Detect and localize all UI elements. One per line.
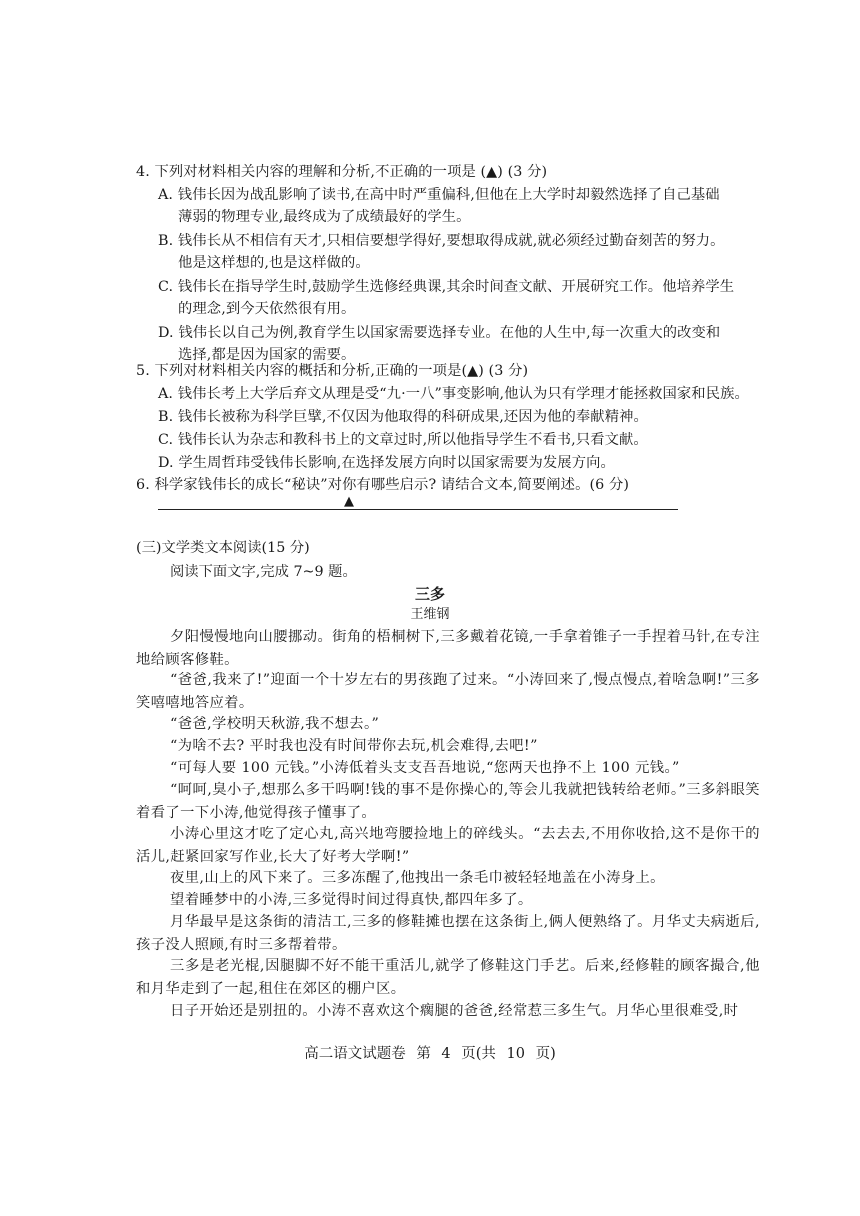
- story-paragraph: 日子开始还是别扭的。小涛不喜欢这个瘸腿的爸爸,经常惹三多生气。月华心里很难受,时: [170, 1003, 739, 1019]
- question-4-option-a: [158, 184, 778, 228]
- question-5-stem: 5. 下列对材料相关内容的概括和分析,正确的一项是(▲) (3 分): [136, 363, 529, 379]
- answer-placeholder-mark: ▲: [344, 494, 354, 509]
- story-paragraph: “爸爸,我来了!”迎面一个十岁左右的男孩跑了过来。“小涛回来了,慢点慢点,着啥急啊!”三多笑嘻嘻地答应着。: [136, 672, 760, 712]
- story-paragraph: “可每人要 100 元钱。”小涛低着头支支吾吾地说,“您两天也挣不上 100 元钱。”: [170, 760, 680, 776]
- option-line: 他是这样想的,也是这样做的。: [178, 255, 370, 271]
- answer-line: [158, 509, 678, 510]
- story-paragraph: “呵呵,臭小子,想那么多干吗啊!钱的事不是你操心的,等会儿我就把钱转给老师。”三多斜眼笑着看了一下小涛,他觉得孩子懂事了。: [136, 782, 760, 822]
- question-5-option-c: C. 钱伟长认为杂志和教科书上的文章过时,所以他指导学生不看书,只看文献。: [158, 432, 648, 448]
- option-line: 选择,都是因为国家的需要。: [178, 347, 356, 363]
- option-line: 薄弱的物理专业,最终成为了成绩最好的学生。: [178, 209, 471, 225]
- story-paragraph: 夕阳慢慢地向山腰挪动。街角的梧桐树下,三多戴着花镜,一手拿着锥子一手捏着马针,在专注地给顾客修鞋。: [136, 629, 760, 669]
- question-4-option-b: [158, 230, 778, 274]
- option-line: A. 钱伟长因为战乱影响了读书,在高中时严重偏科,但他在上大学时却毅然选择了自己基础: [158, 187, 720, 203]
- page-footer: 高二语文试题卷 第 4 页(共 10 页): [304, 1046, 556, 1062]
- question-4-option-c: [158, 276, 778, 320]
- story-paragraph: 夜里,山上的风下来了。三多冻醒了,他拽出一条毛巾被轻轻地盖在小涛身上。: [170, 870, 665, 886]
- question-5-option-a: A. 钱伟长考上大学后弃文从理是受“九·一八”事变影响,他认为只有学理才能拯救国家和民族。: [158, 386, 749, 402]
- option-line: D. 钱伟长以自己为例,教育学生以国家需要选择专业。在他的人生中,每一次重大的改变和: [158, 325, 721, 341]
- story-paragraph: “爸爸,学校明天秋游,我不想去。”: [170, 716, 380, 732]
- story-paragraph: “为啥不去? 平时我也没有时间带你去玩,机会难得,去吧!”: [170, 738, 538, 754]
- question-6-stem: 6. 科学家钱伟长的成长“秘诀”对你有哪些启示? 请结合文本,简要阐述。(6 分): [136, 477, 630, 493]
- section-instruction: 阅读下面文字,完成 7~9 题。: [170, 564, 357, 580]
- story-paragraph: 三多是老光棍,因腿脚不好不能干重活儿,就学了修鞋这门手艺。后来,经修鞋的顾客撮合,他和月华走到了一起,租住在郊区的棚户区。: [136, 958, 760, 998]
- story-paragraph: 月华最早是这条街的清洁工,三多的修鞋摊也摆在这条街上,俩人便熟络了。月华丈夫病逝后,孩子没人照顾,有时三多帮着带。: [136, 914, 760, 954]
- section-title: (三)文学类文本阅读(15 分): [136, 540, 310, 556]
- option-line: B. 钱伟长从不相信有天才,只相信要想学得好,要想取得成就,就必须经过勤奋刻苦的努力。: [158, 233, 725, 249]
- question-5-option-d: D. 学生周哲玮受钱伟长影响,在选择发展方向时以国家需要为发展方向。: [158, 455, 615, 471]
- option-line: C. 钱伟长在指导学生时,鼓励学生选修经典课,其余时间查文献、开展研究工作。他培养学生: [158, 279, 735, 295]
- question-4-stem: 4. 下列对材料相关内容的理解和分析,不正确的一项是 (▲) (3 分): [136, 164, 548, 180]
- story-title: 三多: [414, 585, 445, 603]
- story-author: 王维钢: [410, 607, 450, 622]
- option-line: 的理念,到今天依然很有用。: [178, 301, 356, 317]
- story-paragraph: 望着睡梦中的小涛,三多觉得时间过得真快,都四年多了。: [170, 892, 533, 908]
- story-paragraph: 小涛心里这才吃了定心丸,高兴地弯腰捡地上的碎线头。“去去去,不用你收拾,这不是你干的活儿,赶紧回家写作业,长大了好考大学啊!”: [136, 826, 760, 866]
- question-5-option-b: B. 钱伟长被称为科学巨擘,不仅因为他取得的科研成果,还因为他的奉献精神。: [158, 409, 648, 425]
